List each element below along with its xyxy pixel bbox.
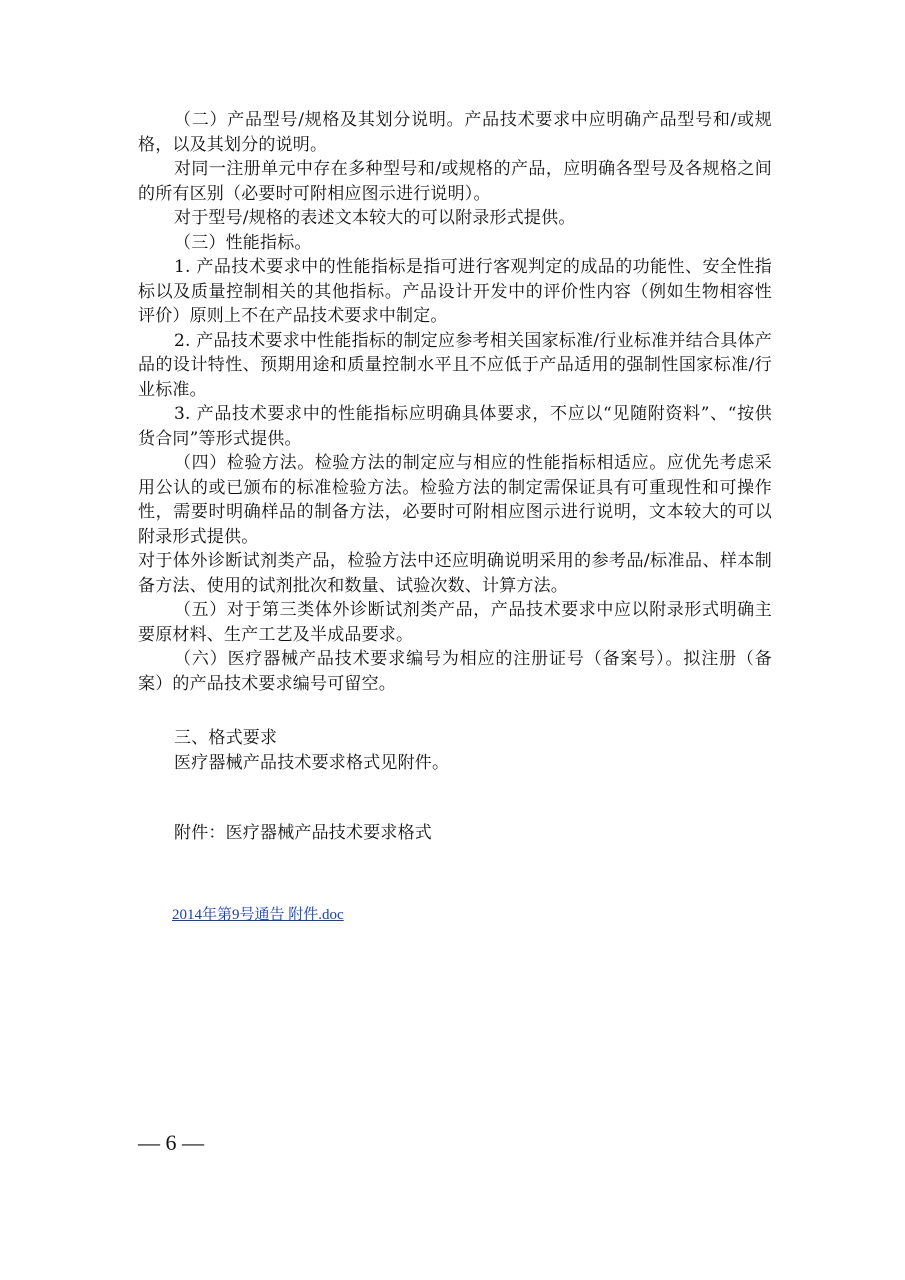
paragraph-performance-heading: （三）性能指标。 — [174, 232, 312, 253]
section-body: 医疗器械产品技术要求格式见附件。 — [174, 752, 450, 773]
paragraph-ivd-methods: 对于体外诊断试剂类产品，检验方法中还应明确说明采用的参考品/标准品、样本制备方法、使用的试剂批次和数量、试验次数、计算方法。 — [138, 551, 772, 596]
paragraph-test-methods: （四）检验方法。检验方法的制定应与相应的性能指标相适应。应优先考虑采用公认的或已颁布的标准检验方法。检验方法的制定需保证具有可重现性和可操作性，需要时明确样品的制备方法，必要时可附相应图示进行说明，文本较大的可以附录形式提供。 — [138, 453, 772, 547]
paragraph-appendix-form: 对于型号/规格的表述文本较大的可以附录形式提供。 — [174, 208, 576, 228]
spacer — [138, 775, 772, 821]
paragraph-class-three: （五）对于第三类体外诊断试剂类产品，产品技术要求中应以附录形式明确主要原材料、生产工艺及半成品要求。 — [138, 600, 772, 645]
spacer — [138, 696, 772, 726]
paragraph-model-spec: （二）产品型号/规格及其划分说明。产品技术要求中应明确产品型号和/或规格，以及其划分的说明。 — [138, 110, 772, 155]
paragraph-registration-unit: 对同一注册单元中存在多种型号和/或规格的产品，应明确各型号及各规格之间的所有区别（必要时可附相应图示进行说明）。 — [138, 159, 772, 204]
paragraph-numbering: （六）医疗器械产品技术要求编号为相应的注册证号（备案号）。拟注册（备案）的产品技术要求编号可留空。 — [138, 649, 772, 694]
attachment-note: 附件：医疗器械产品技术要求格式 — [174, 823, 432, 843]
paragraph-performance-1: 1. 产品技术要求中的性能指标是指可进行客观判定的成品的功能性、安全性指标以及质量控制相关的其他指标。产品设计开发中的评价性内容（例如生物相容性评价）原则上不在产品技术要求中制定。 — [138, 257, 772, 326]
page-number: — 6 — — [138, 1130, 204, 1155]
document-body — [138, 108, 772, 846]
paragraph-performance-2: 2. 产品技术要求中性能指标的制定应参考相关国家标准/行业标准并结合具体产品的设计特性、预期用途和质量控制水平且不应低于产品适用的强制性国家标准/行业标准。 — [138, 330, 772, 400]
paragraph-performance-3: 3. 产品技术要求中的性能指标应明确具体要求，不应以“见随附资料”、“按供货合同”等形式提供。 — [138, 404, 772, 449]
section-heading: 三、格式要求 — [174, 728, 278, 748]
attachment-link[interactable]: 2014年第9号通告 附件.doc — [172, 907, 344, 923]
